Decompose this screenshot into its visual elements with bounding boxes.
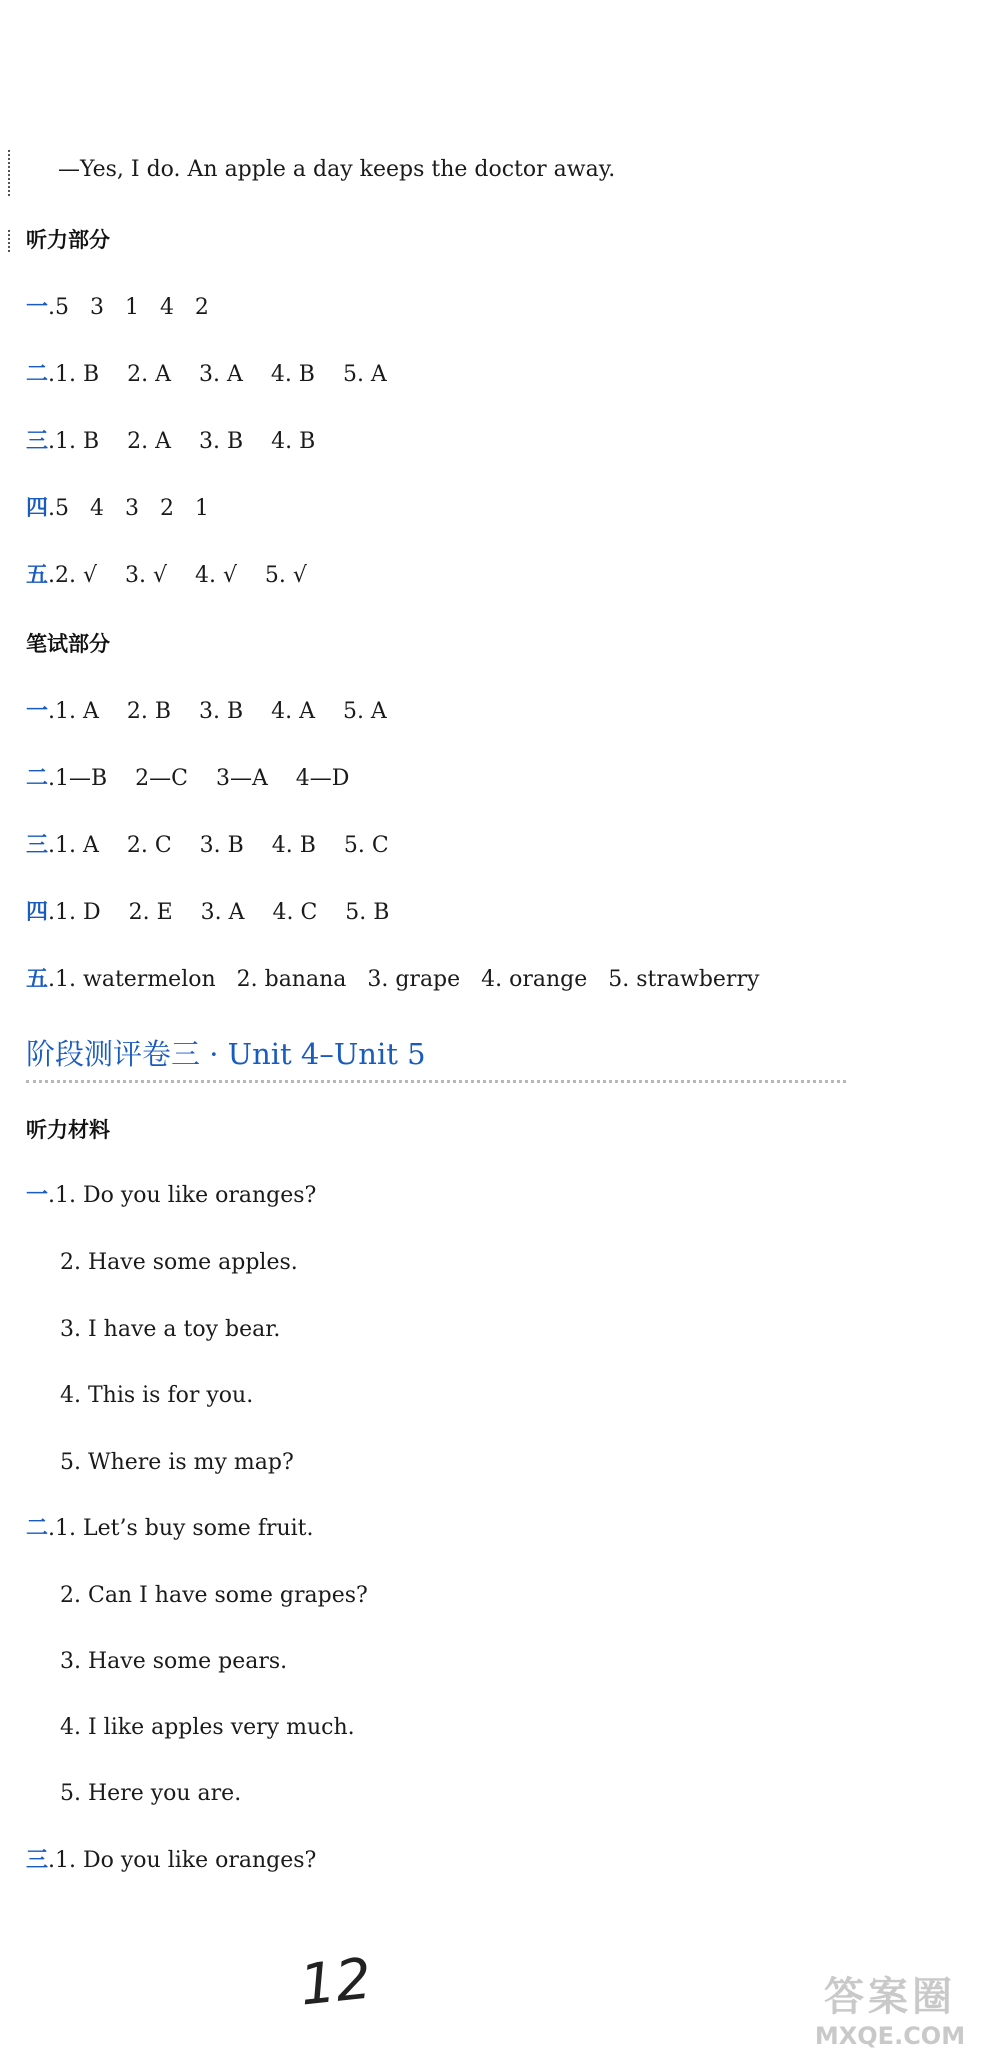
watermark-en: MXQE.COM: [814, 2022, 966, 2050]
transcript-row: [26, 1841, 316, 1881]
answer-text: .1. D 2. E 3. A 4. C 5. B: [48, 900, 390, 925]
question-marker: 四: [26, 900, 49, 925]
answer-row: [26, 960, 759, 1000]
handwritten-page-number: 12: [296, 1946, 375, 2019]
section-divider: [26, 1080, 846, 1086]
answer-row: [26, 489, 209, 529]
transcript-row: 5. Where is my map?: [60, 1450, 294, 1475]
answer-text: .1. A 2. C 3. B 4. B 5. C: [48, 833, 389, 858]
answer-text: .5 4 3 2 1: [48, 496, 209, 521]
dotted-margin-guide: [8, 150, 10, 196]
question-marker: 二: [26, 766, 49, 791]
answer-row: [26, 692, 387, 732]
listening-material-heading: 听力材料: [26, 1118, 110, 1142]
site-watermark: [790, 1973, 990, 2059]
question-marker: 四: [26, 496, 49, 521]
answer-row: [26, 556, 307, 596]
transcript-row: 4. I like apples very much.: [60, 1715, 355, 1740]
answer-row: [26, 893, 389, 933]
question-marker: 二: [26, 1516, 49, 1541]
transcript-text: .1. Do you like oranges?: [48, 1848, 317, 1873]
answer-row: [26, 288, 209, 328]
question-marker: 一: [26, 1183, 49, 1208]
question-marker: 五: [26, 967, 49, 992]
transcript-row: 4. This is for you.: [60, 1383, 254, 1408]
answer-text: .1—B 2—C 3—A 4—D: [48, 766, 350, 791]
question-marker: 三: [26, 429, 49, 454]
transcript-row: 3. Have some pears.: [60, 1649, 288, 1674]
answer-row: [26, 826, 389, 866]
answer-text: .1. B 2. A 3. A 4. B 5. A: [48, 362, 387, 387]
question-marker: 三: [26, 1848, 49, 1873]
answer-text: .1. watermelon 2. banana 3. grape 4. orange 5. strawberry: [48, 967, 760, 992]
answer-row: [26, 422, 315, 462]
transcript-text: .1. Do you like oranges?: [48, 1183, 317, 1208]
transcript-row: [26, 1176, 316, 1216]
answer-row: [26, 355, 387, 395]
question-marker: 一: [26, 699, 49, 724]
transcript-text: .1. Let’s buy some fruit.: [48, 1516, 314, 1541]
answer-text: .5 3 1 4 2: [48, 295, 209, 320]
transcript-row: 2. Have some apples.: [60, 1250, 298, 1275]
dialogue-line: —Yes, I do. An apple a day keeps the doctor away.: [58, 157, 616, 182]
section-title: 阶段测评卷三 · Unit 4–Unit 5: [26, 1037, 426, 1071]
question-marker: 一: [26, 295, 49, 320]
transcript-row: 3. I have a toy bear.: [60, 1317, 281, 1342]
answer-row: [26, 759, 349, 799]
written-part-heading: 笔试部分: [26, 632, 110, 656]
dotted-margin-guide: [8, 230, 10, 252]
answer-text: .1. A 2. B 3. B 4. A 5. A: [48, 699, 387, 724]
listening-part-heading: 听力部分: [26, 228, 110, 252]
question-marker: 二: [26, 362, 49, 387]
transcript-row: 5. Here you are.: [60, 1781, 242, 1806]
transcript-row: 2. Can I have some grapes?: [60, 1583, 368, 1608]
transcript-row: [26, 1509, 314, 1549]
watermark-cn: 答案圈: [824, 1974, 956, 2020]
question-marker: 五: [26, 563, 49, 588]
answer-text: .2. √ 3. √ 4. √ 5. √: [48, 563, 307, 588]
question-marker: 三: [26, 833, 49, 858]
answer-text: .1. B 2. A 3. B 4. B: [48, 429, 316, 454]
